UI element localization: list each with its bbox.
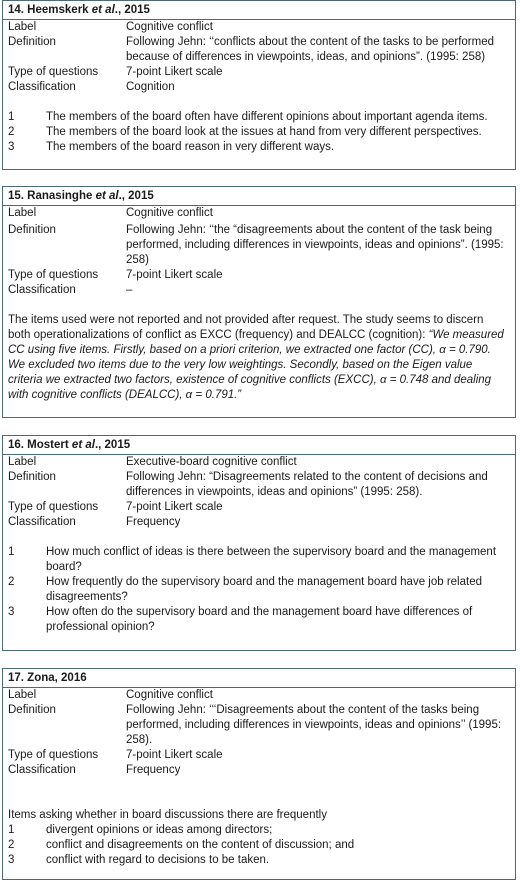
note-paragraph: The items used were not reported and not provided after request. The study seems to discern both operationalizations of conflict as EXCC (frequency) and DEALCC (cognition): “We measured CC using five items. Firstly, based on a priori criterion, we extracted one factor (CC), α = 0.790. We excluded two items due to the very low weightings. Secondly, based on the Eigen value criteria we extracted two factors, existence of cognitive conflicts (EXCC), α = 0.748 and dealing with cognitive conflicts (DEALCC), α = 0.791.”: [8, 314, 504, 401]
items-intro: Items asking whether in board discussions there are frequently: [8, 809, 327, 821]
classification-row: Classification Frequency: [8, 516, 181, 528]
label-row: Label Cognitive conflict: [8, 207, 213, 219]
section-14: [2, 0, 516, 170]
section-16: [2, 435, 516, 651]
type-row: Type of questions 7-point Likert scale: [8, 66, 223, 78]
list-item: 2 How frequently do the supervisory board and the management board have job related disagreements?: [8, 576, 482, 603]
label-row: Label Cognitive conflict: [8, 21, 213, 33]
list-item: 1 The members of the board often have different opinions about important agenda items.: [8, 111, 488, 123]
list-item: 1 divergent opinions or ideas among directors;: [8, 824, 273, 836]
definition-row: Definition Following Jehn: ‘‘‘Disagreements about the content of the tasks being performed, including differences in viewpoints, ideas and opinions’’ (1995: 258).: [8, 704, 502, 746]
list-item: 1 How much conflict of ideas is there between the supervisory board and the management board?: [8, 546, 497, 573]
section-17: [2, 668, 516, 880]
definition-row: Definition Following Jehn: ‘‘the “disagreements about the content of the task being performed, including differences in viewpoints, ideas and opinions”. (1995: 258): [8, 224, 504, 266]
classification-row: Classification –: [8, 284, 133, 296]
definition-row: Definition Following Jehn: “Disagreements related to the content of decisions and differences in viewpoints, ideas and opinions” (1995: 258).: [8, 471, 488, 498]
section-title: 14. Heemskerk et al., 2015: [3, 1, 515, 20]
list-item: 3 How often do the supervisory board and the management board have differences of professional opinion?: [8, 606, 473, 633]
type-row: Type of questions 7-point Likert scale: [8, 269, 223, 281]
list-item: 2 conflict and disagreements on the content of discussion; and: [8, 839, 355, 851]
label-row: Label Cognitive conflict: [8, 689, 213, 701]
section-title: 15. Ranasinghe et al., 2015: [3, 187, 515, 206]
section-15: [2, 186, 516, 418]
list-item: 3 conflict with regard to decisions to be taken.: [8, 854, 270, 866]
list-item: 2 The members of the board look at the issues at hand from very different perspectives.: [8, 126, 482, 138]
type-row: Type of questions 7-point Likert scale: [8, 749, 223, 761]
list-item: 3 The members of the board reason in very different ways.: [8, 141, 335, 153]
type-row: Type of questions 7-point Likert scale: [8, 501, 223, 513]
label-row: Label Executive-board cognitive conflict: [8, 456, 297, 468]
section-title: 16. Mostert et al., 2015: [3, 436, 515, 455]
definition-row: Definition Following Jehn: ‘‘conflicts about the content of the tasks to be performed because of differences in viewpoints, ideas, and opinions”. (1995: 258): [8, 36, 494, 63]
classification-row: Classification Cognition: [8, 81, 175, 93]
section-title: 17. Zona, 2016: [3, 669, 515, 688]
classification-row: Classification Frequency: [8, 764, 181, 776]
